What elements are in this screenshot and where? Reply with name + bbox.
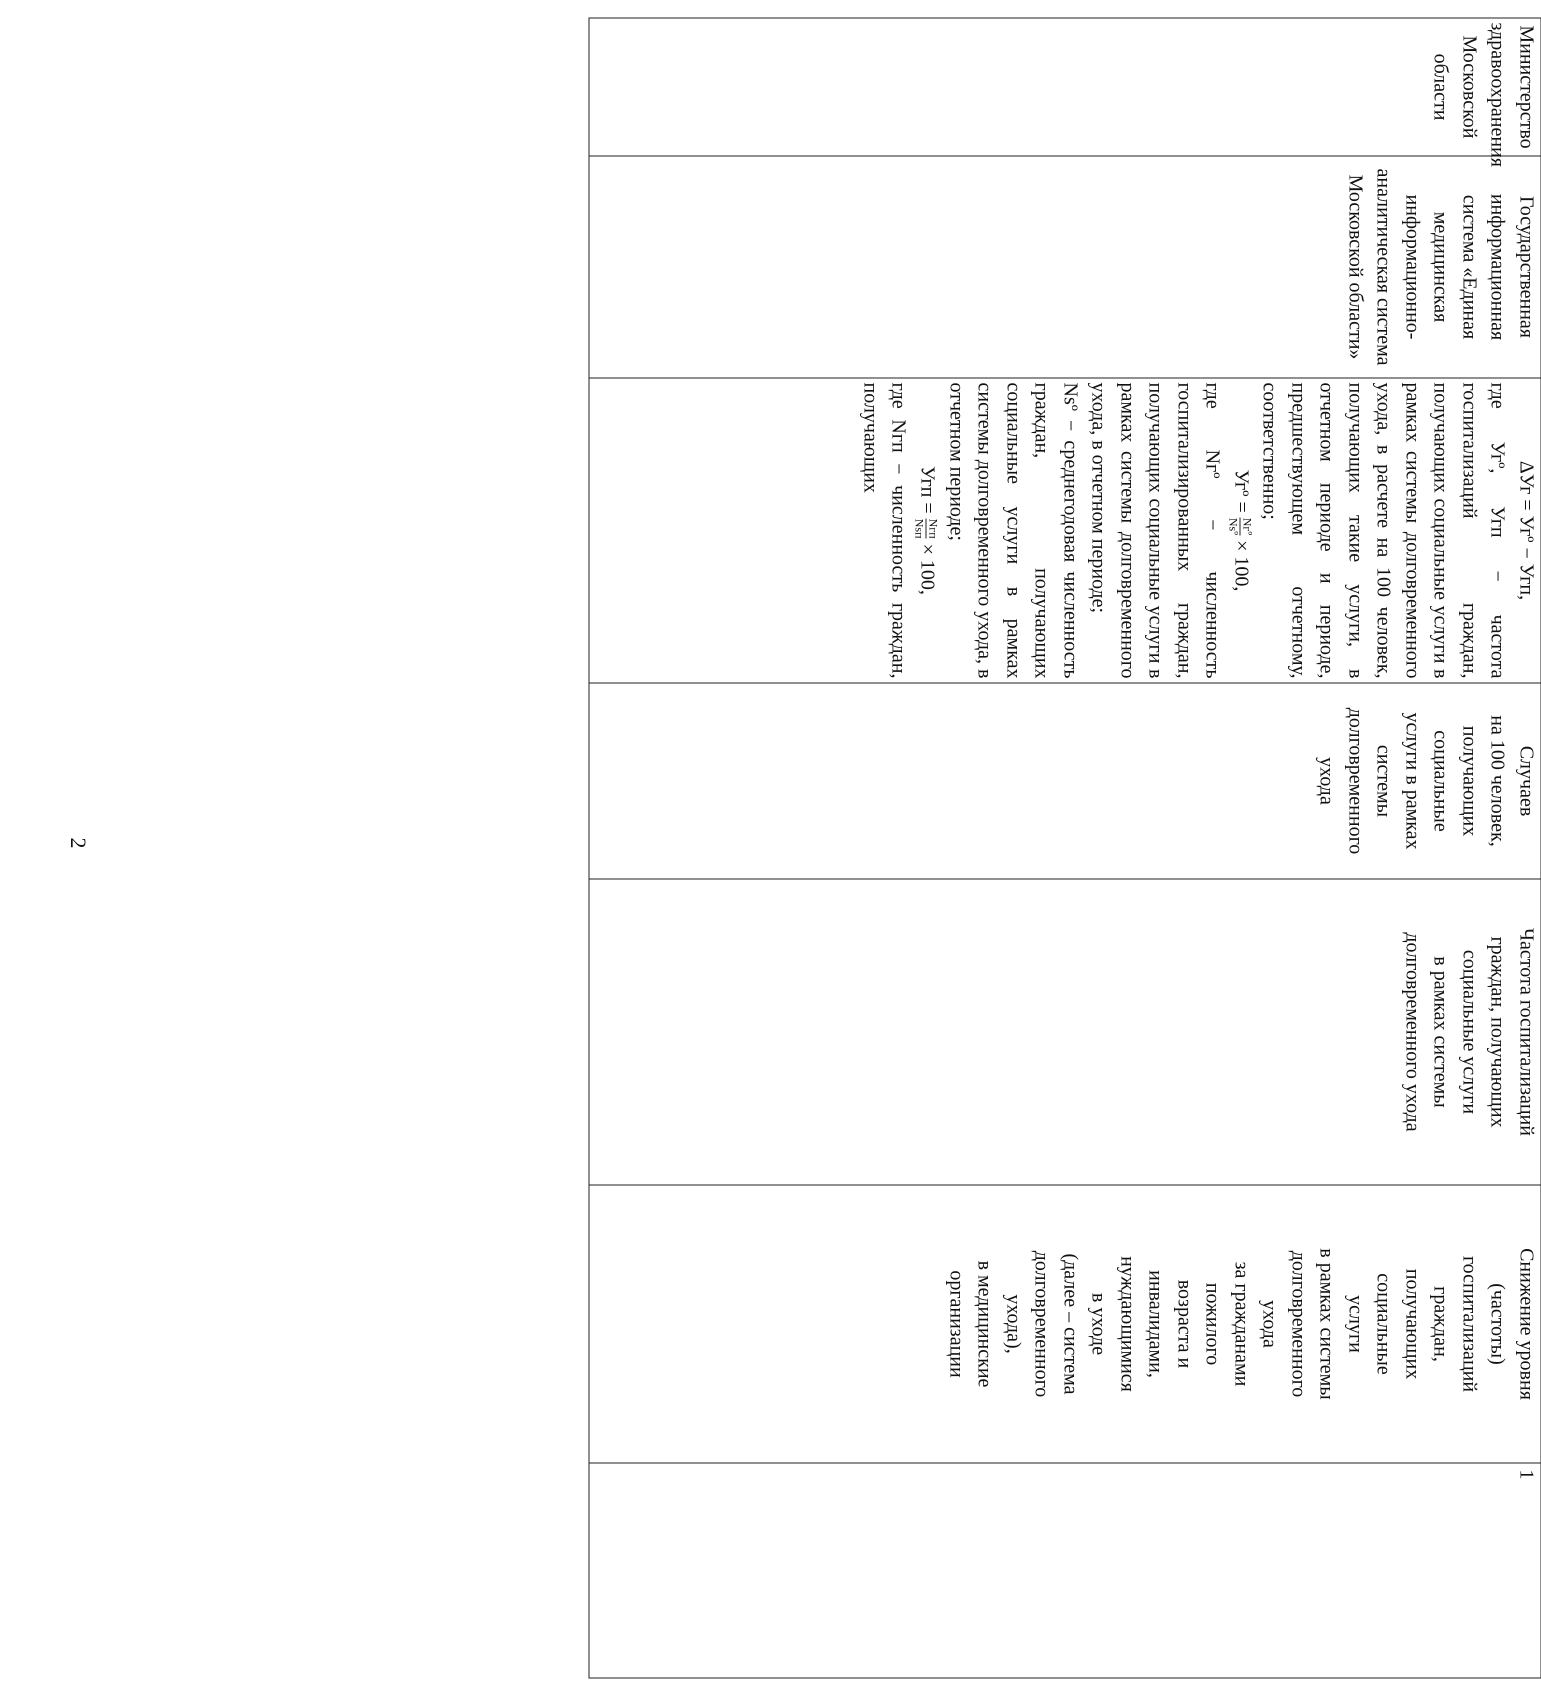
page-number: 2 xyxy=(66,837,91,849)
cell-source: Государственная информационная система «Единая медицинская информационно- аналитическая система Московской области» xyxy=(589,156,1541,378)
cell-row-number: 1 xyxy=(589,1463,1541,1678)
table-row xyxy=(589,18,1541,1678)
method-text-1: где Угº, Угп − частота госпитализаций граждан, получающих социальные услуги в рамках системы долговременного ухода, в расчете на 100 человек, получающих такие услуги, в отчетном периоде и периоде, предшествующем отчетному, соответственно; xyxy=(1258,382,1509,678)
method-text-2: где Nгº − численность госпитализированных граждан, получающих социальные услуги в рамках системы долговременного ухода, в отчетном периоде; xyxy=(1087,382,1224,678)
formula-current: Угº = Nгº Nsº × 100, xyxy=(1226,469,1255,591)
indicator-table-rotated xyxy=(588,17,1541,1677)
method-text-4: где Nгп − численность граждан, получающих xyxy=(858,382,910,678)
cell-responsible: Министерство здравоохранения Московской области xyxy=(589,18,1541,156)
formula-previous: Угп = Nгп Nsп × 100, xyxy=(912,465,941,595)
cell-method xyxy=(589,378,1541,683)
cell-unit: Случаев на 100 человек, получающих социальные услуги в рамках системы долговременного ухода xyxy=(589,683,1541,879)
formula-delta: ΔУг = Угº − Угп, xyxy=(1515,460,1537,600)
method-text-3: Nsº − среднегодовая численность граждан, получающих социальные услуги в рамках системы долговременного ухода, в отчетном периоде; xyxy=(944,382,1081,678)
cell-goal: Снижение уровня (частоты) госпитализаций граждан, получающих социальные услуги в рамках системы долговременного ухода за гражданами пожилого возраста и инвалидами, нуждающимися в уходе (далее – система долговременного ухода), в медицинские организации xyxy=(589,1185,1541,1463)
indicator-table xyxy=(588,17,1541,1678)
cell-indicator: Частота госпитализаций граждан, получающих социальные услуги в рамках системы долговременного ухода xyxy=(589,879,1541,1185)
